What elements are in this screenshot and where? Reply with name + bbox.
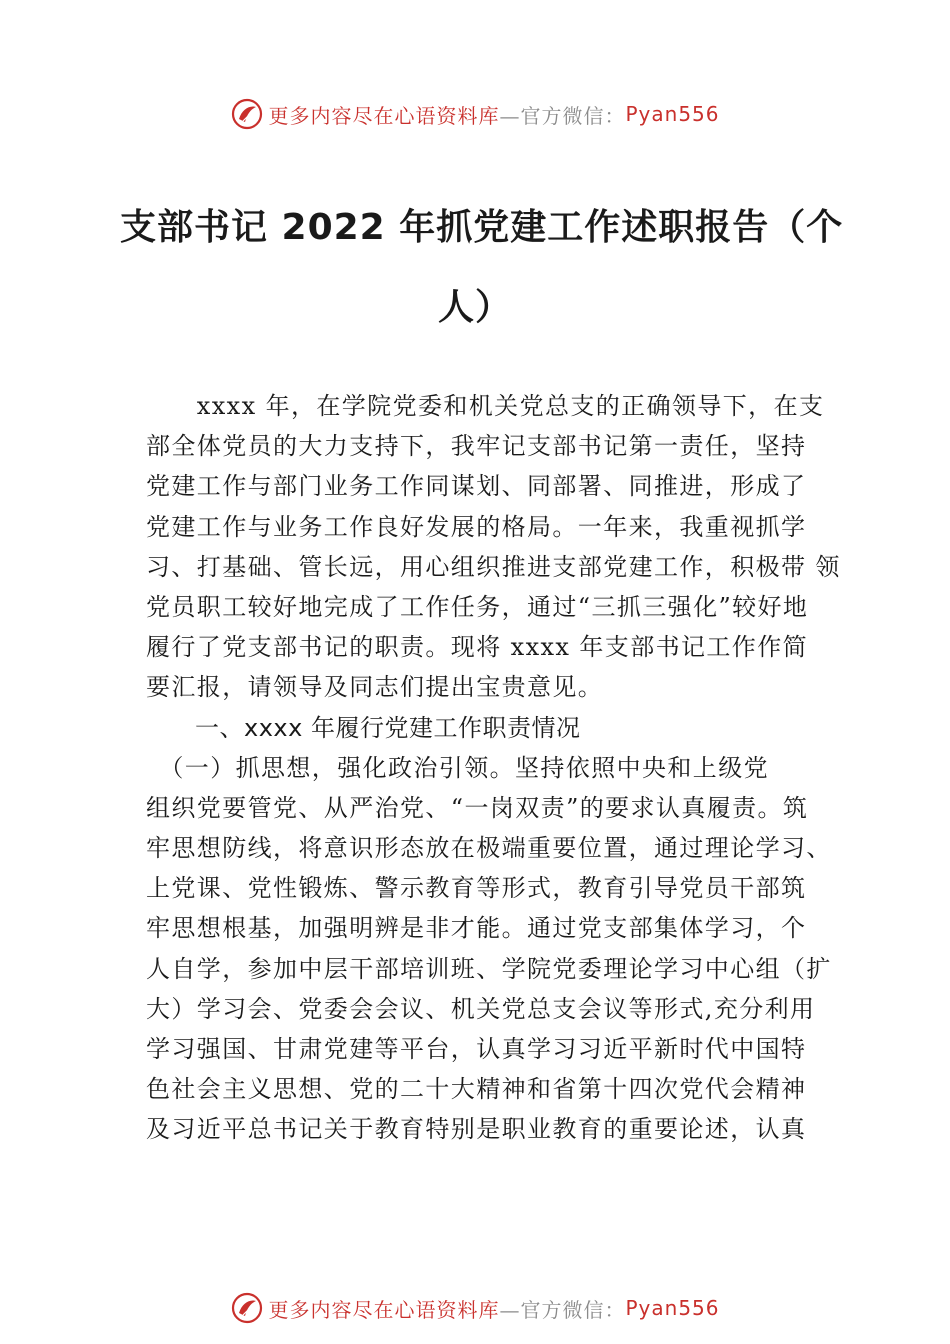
body-line: （一）抓思想，强化政治引领。坚持依照中央和上级党 [146,753,769,782]
body-line: 牢思想防线，将意识形态放在极端重要位置，通过理论学习、 [146,834,832,863]
body-line: 大）学习会、党委会会议、机关党总支会议等形式,充分利用 [146,994,816,1023]
body-line: 色社会主义思想、党的二十大精神和省第十四次党代会精神 [146,1075,807,1104]
body-line: 上党课、党性锻炼、警示教育等形式，教育引导党员干部筑 [146,874,807,903]
body-line: 要汇报，请领导及同志们提出宝贵意见。 [146,673,604,702]
document-title [120,188,844,348]
body-line: 及习近平总书记关于教育特别是职业教育的重要论述，认真 [146,1115,807,1144]
body-line: 党建工作与部门业务工作同谋划、同部署、同推进，形成了 [146,472,807,501]
body-line: 党建工作与业务工作良好发展的格局。一年来，我重视抓学 [146,512,807,541]
watermark-id: Pyan556 [625,102,720,126]
body-line: 党员职工较好地完成了工作任务，通过“三抓三强化”较好地 [146,592,809,621]
watermark-banner-bottom [0,1288,950,1328]
logo-icon [230,1291,264,1325]
body-line: 履行了党支部书记的职责。现将 xxxx 年支部书记工作作简 [146,633,808,662]
body-line: 学习强国、甘肃党建等平台，认真学习习近平新时代中国特 [146,1035,807,1063]
section-heading: 一、xxxx 年履行党建工作职责情况 [146,713,581,742]
watermark-banner-top [0,94,950,134]
body-line: 牢思想根基，加强明辨是非才能。通过党支部集体学习，个 [146,914,807,943]
logo-icon [230,97,264,131]
watermark-text: 更多内容尽在心语资料库 [268,103,500,128]
watermark-contact: —官方微信： [499,103,626,128]
body-line: xxxx 年，在学院党委和机关党总支的正确领导下，在支 [146,392,825,420]
title-line: 人） [437,287,512,328]
body-line: 人自学，参加中层干部培训班、学院党委理论学习中心组（扩 [146,954,832,983]
body-line: 部全体党员的大力支持下，我牢记支部书记第一责任，坚持 [146,432,807,461]
watermark-text: 更多内容尽在心语资料库 [268,1297,500,1322]
title-line: 支部书记 2022 年抓党建工作述职报告（个 [120,207,844,248]
body-line: 组织党要管党、从严治党、“一岗双责”的要求认真履责。筑 [146,793,809,822]
watermark-contact: —官方微信： [499,1297,626,1322]
watermark-id: Pyan556 [625,1296,720,1320]
document-body [146,386,841,1150]
body-line: 习、打基础、管长远，用心组织推进支部党建工作，积极带 领 [146,552,841,581]
